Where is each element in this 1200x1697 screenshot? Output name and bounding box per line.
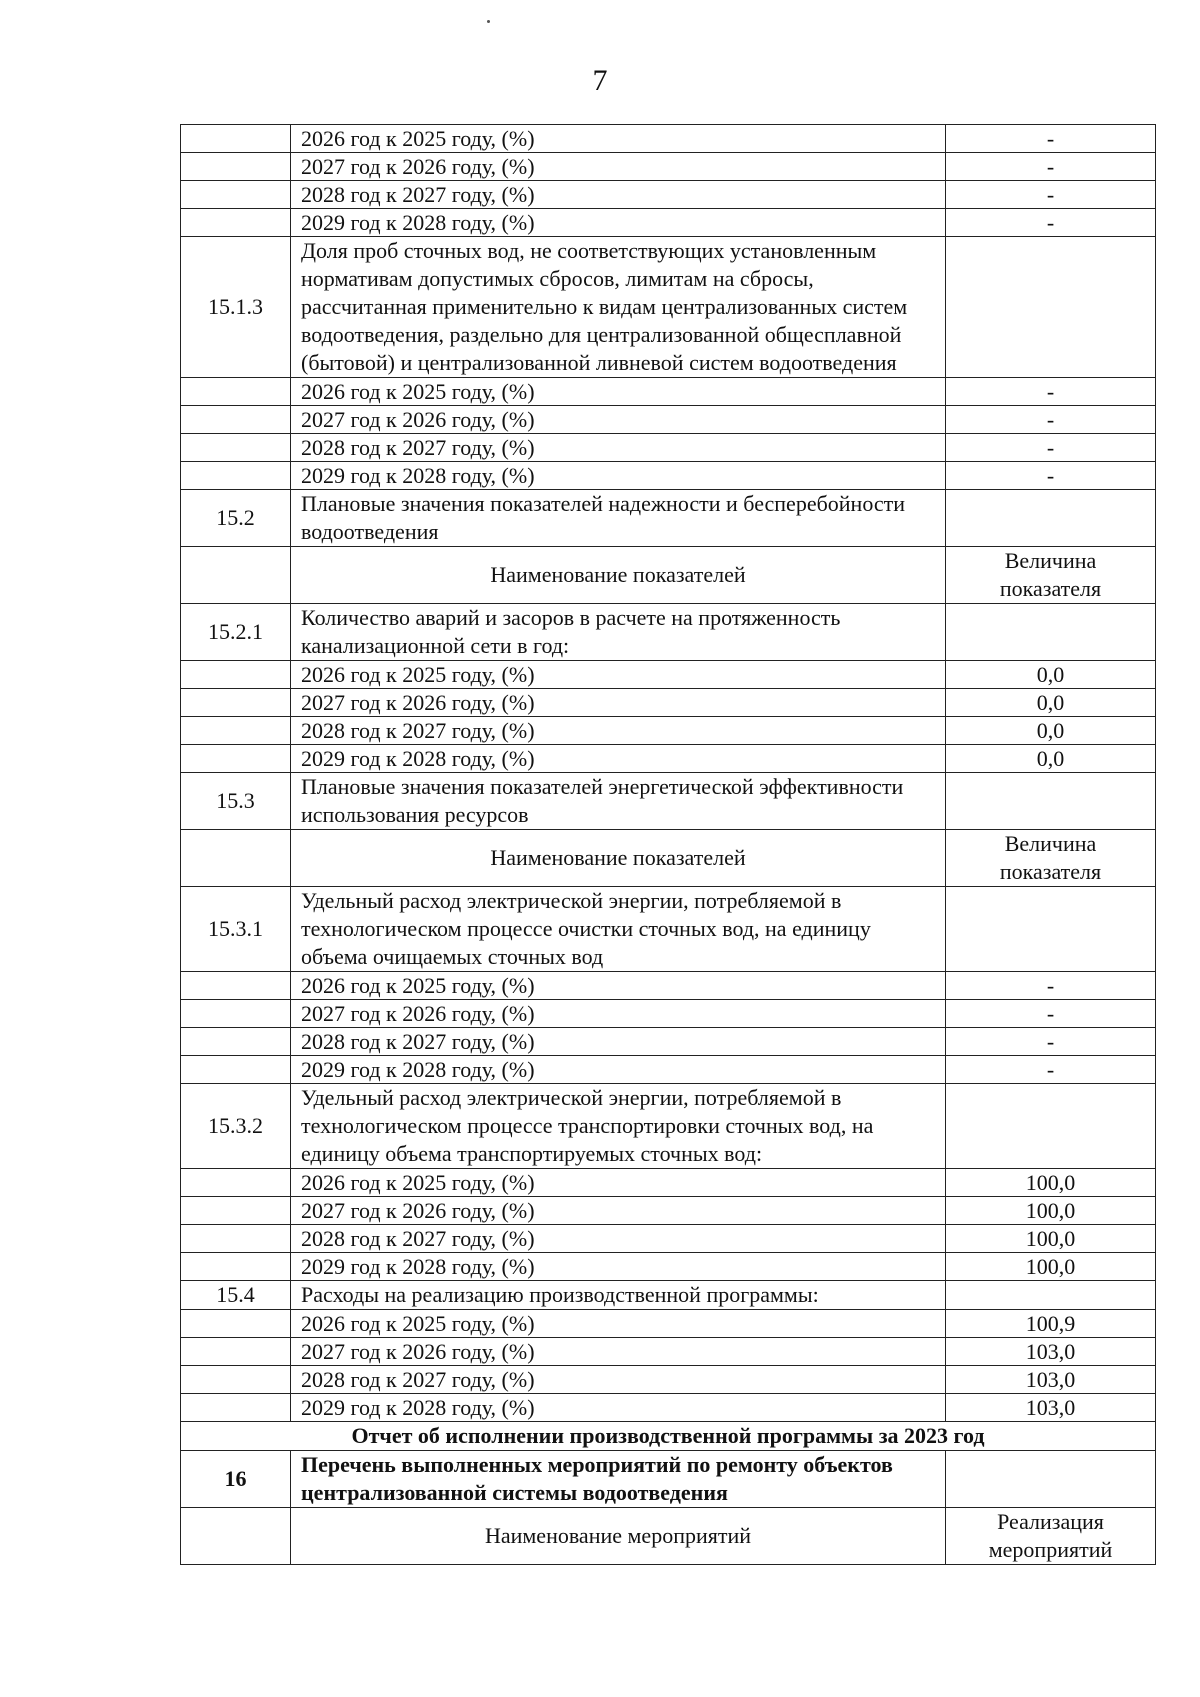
indicator-year-label: 2027 год к 2026 году, (%): [291, 1338, 946, 1366]
indicator-year-label: 2028 год к 2027 году, (%): [291, 434, 946, 462]
table-row: [181, 717, 1156, 745]
indicator-value: 100,0: [946, 1253, 1156, 1281]
row-number-cell: [181, 125, 291, 153]
row-number-cell: [181, 1197, 291, 1225]
row-number-cell: [181, 547, 291, 604]
table-row: [181, 434, 1156, 462]
indicator-year-label: 2026 год к 2025 году, (%): [291, 972, 946, 1000]
table-row: [181, 887, 1156, 972]
row-number-cell: [181, 717, 291, 745]
table-row: [181, 1394, 1156, 1422]
column-header-name: Наименование мероприятий: [291, 1508, 946, 1565]
indicator-name: Перечень выполненных мероприятий по ремонту объектов централизованной системы водоотведения: [291, 1451, 946, 1508]
indicator-year-label: 2028 год к 2027 году, (%): [291, 181, 946, 209]
indicator-value: -: [946, 972, 1156, 1000]
row-number-cell: [181, 462, 291, 490]
column-header-value: Величина показателя: [946, 547, 1156, 604]
indicator-value: 0,0: [946, 745, 1156, 773]
indicator-value: 100,0: [946, 1225, 1156, 1253]
column-header-name: Наименование показателей: [291, 830, 946, 887]
row-number-cell: [181, 209, 291, 237]
row-number-cell: [181, 1056, 291, 1084]
table-row: [181, 661, 1156, 689]
column-header-name: Наименование показателей: [291, 547, 946, 604]
indicator-year-label: 2026 год к 2025 году, (%): [291, 1169, 946, 1197]
table-row: [181, 1253, 1156, 1281]
indicator-year-label: 2027 год к 2026 году, (%): [291, 153, 946, 181]
indicator-year-label: 2028 год к 2027 году, (%): [291, 717, 946, 745]
row-number-cell: [181, 661, 291, 689]
indicator-year-label: 2028 год к 2027 году, (%): [291, 1028, 946, 1056]
indicator-name: Удельный расход электрической энергии, потребляемой в технологическом процессе очистки сточных вод, на единицу объема очищаемых сточных вод: [291, 887, 946, 972]
row-number-cell: [181, 1310, 291, 1338]
indicator-year-label: 2029 год к 2028 году, (%): [291, 1394, 946, 1422]
row-number-cell: [181, 1366, 291, 1394]
indicator-value: -: [946, 1000, 1156, 1028]
table-row: [181, 1310, 1156, 1338]
row-number-cell: [181, 1169, 291, 1197]
indicator-year-label: 2026 год к 2025 году, (%): [291, 125, 946, 153]
indicator-year-label: 2028 год к 2027 году, (%): [291, 1366, 946, 1394]
indicator-value: [946, 237, 1156, 378]
table-row: [181, 1281, 1156, 1310]
indicator-year-label: 2029 год к 2028 году, (%): [291, 1253, 946, 1281]
table-row: [181, 462, 1156, 490]
indicator-value: 103,0: [946, 1366, 1156, 1394]
table-row: [181, 181, 1156, 209]
indicator-value: 0,0: [946, 717, 1156, 745]
row-number: 16: [181, 1451, 291, 1508]
row-number-cell: [181, 1225, 291, 1253]
row-number: 15.3: [181, 773, 291, 830]
indicator-year-label: 2029 год к 2028 году, (%): [291, 745, 946, 773]
indicator-value: [946, 773, 1156, 830]
row-number: 15.3.1: [181, 887, 291, 972]
table-row: [181, 209, 1156, 237]
indicator-year-label: 2029 год к 2028 году, (%): [291, 462, 946, 490]
row-number: 15.4: [181, 1281, 291, 1310]
indicator-year-label: 2027 год к 2026 году, (%): [291, 1197, 946, 1225]
row-number: 15.1.3: [181, 237, 291, 378]
indicator-value: [946, 1281, 1156, 1310]
scan-speck: [487, 20, 490, 23]
table-row: [181, 972, 1156, 1000]
indicator-value: -: [946, 153, 1156, 181]
row-number: 15.2.1: [181, 604, 291, 661]
section-title: Отчет об исполнении производственной программы за 2023 год: [181, 1422, 1156, 1451]
indicator-value: -: [946, 434, 1156, 462]
row-number-cell: [181, 689, 291, 717]
row-number-cell: [181, 972, 291, 1000]
indicator-year-label: 2026 год к 2025 году, (%): [291, 378, 946, 406]
table-row: [181, 1225, 1156, 1253]
row-number-cell: [181, 1338, 291, 1366]
indicator-year-label: 2027 год к 2026 году, (%): [291, 1000, 946, 1028]
table-row: [181, 604, 1156, 661]
table-row: [181, 547, 1156, 604]
indicator-value: 100,0: [946, 1197, 1156, 1225]
indicator-year-label: 2029 год к 2028 году, (%): [291, 1056, 946, 1084]
row-number: 15.3.2: [181, 1084, 291, 1169]
indicator-value: -: [946, 1028, 1156, 1056]
table-row: [181, 1422, 1156, 1451]
row-number-cell: [181, 1253, 291, 1281]
row-number-cell: [181, 1000, 291, 1028]
table-row: [181, 1000, 1156, 1028]
row-number-cell: [181, 434, 291, 462]
table-row: [181, 745, 1156, 773]
table-row: [181, 1169, 1156, 1197]
indicator-name: Удельный расход электрической энергии, потребляемой в технологическом процессе транспортировки сточных вод, на единицу объема транспортируемых сточных вод:: [291, 1084, 946, 1169]
indicator-value: -: [946, 462, 1156, 490]
table-row: [181, 153, 1156, 181]
row-number-cell: [181, 830, 291, 887]
indicator-year-label: 2026 год к 2025 году, (%): [291, 1310, 946, 1338]
indicator-name: Плановые значения показателей надежности и бесперебойности водоотведения: [291, 490, 946, 547]
table-row: [181, 1084, 1156, 1169]
indicator-value: 103,0: [946, 1394, 1156, 1422]
indicator-value: 0,0: [946, 689, 1156, 717]
column-header-value: Реализация мероприятий: [946, 1508, 1156, 1565]
table-row: [181, 378, 1156, 406]
indicator-year-label: 2029 год к 2028 году, (%): [291, 209, 946, 237]
indicator-value: [946, 490, 1156, 547]
indicator-value: [946, 604, 1156, 661]
indicators-table: [180, 124, 1156, 1565]
table-row: [181, 237, 1156, 378]
table-row: [181, 1197, 1156, 1225]
table-row: [181, 1451, 1156, 1508]
row-number-cell: [181, 1028, 291, 1056]
table-row: [181, 689, 1156, 717]
indicator-year-label: 2027 год к 2026 году, (%): [291, 406, 946, 434]
indicator-value: [946, 1451, 1156, 1508]
indicator-year-label: 2026 год к 2025 году, (%): [291, 661, 946, 689]
indicator-year-label: 2027 год к 2026 году, (%): [291, 689, 946, 717]
table-row: [181, 1056, 1156, 1084]
indicator-value: [946, 1084, 1156, 1169]
indicator-name: Плановые значения показателей энергетической эффективности использования ресурсов: [291, 773, 946, 830]
table-row: [181, 1508, 1156, 1565]
row-number-cell: [181, 745, 291, 773]
indicator-value: -: [946, 125, 1156, 153]
indicator-value: -: [946, 181, 1156, 209]
row-number-cell: [181, 153, 291, 181]
row-number-cell: [181, 378, 291, 406]
indicator-value: -: [946, 406, 1156, 434]
indicator-year-label: 2028 год к 2027 году, (%): [291, 1225, 946, 1253]
indicator-name: Количество аварий и засоров в расчете на протяженность канализационной сети в год:: [291, 604, 946, 661]
indicator-value: -: [946, 209, 1156, 237]
table-row: [181, 1028, 1156, 1056]
indicator-value: 100,9: [946, 1310, 1156, 1338]
indicator-value: -: [946, 1056, 1156, 1084]
row-number-cell: [181, 406, 291, 434]
table-row: [181, 125, 1156, 153]
indicator-value: -: [946, 378, 1156, 406]
indicator-value: 100,0: [946, 1169, 1156, 1197]
table-row: [181, 830, 1156, 887]
table-row: [181, 490, 1156, 547]
indicator-value: 0,0: [946, 661, 1156, 689]
row-number-cell: [181, 181, 291, 209]
table-row: [181, 773, 1156, 830]
table-row: [181, 1338, 1156, 1366]
table-row: [181, 1366, 1156, 1394]
row-number: 15.2: [181, 490, 291, 547]
table-row: [181, 406, 1156, 434]
indicator-name: Доля проб сточных вод, не соответствующих установленным нормативам допустимых сбросов, лимитам на сбросы, рассчитанная применительно к видам централизованных систем водоотведения, раздельно для централизованной общесплавной (бытовой) и централизованной ливневой систем водоотведения: [291, 237, 946, 378]
row-number-cell: [181, 1394, 291, 1422]
column-header-value: Величина показателя: [946, 830, 1156, 887]
indicator-name: Расходы на реализацию производственной программы:: [291, 1281, 946, 1310]
row-number-cell: [181, 1508, 291, 1565]
indicator-value: 103,0: [946, 1338, 1156, 1366]
page-number: 7: [592, 64, 608, 97]
indicator-value: [946, 887, 1156, 972]
